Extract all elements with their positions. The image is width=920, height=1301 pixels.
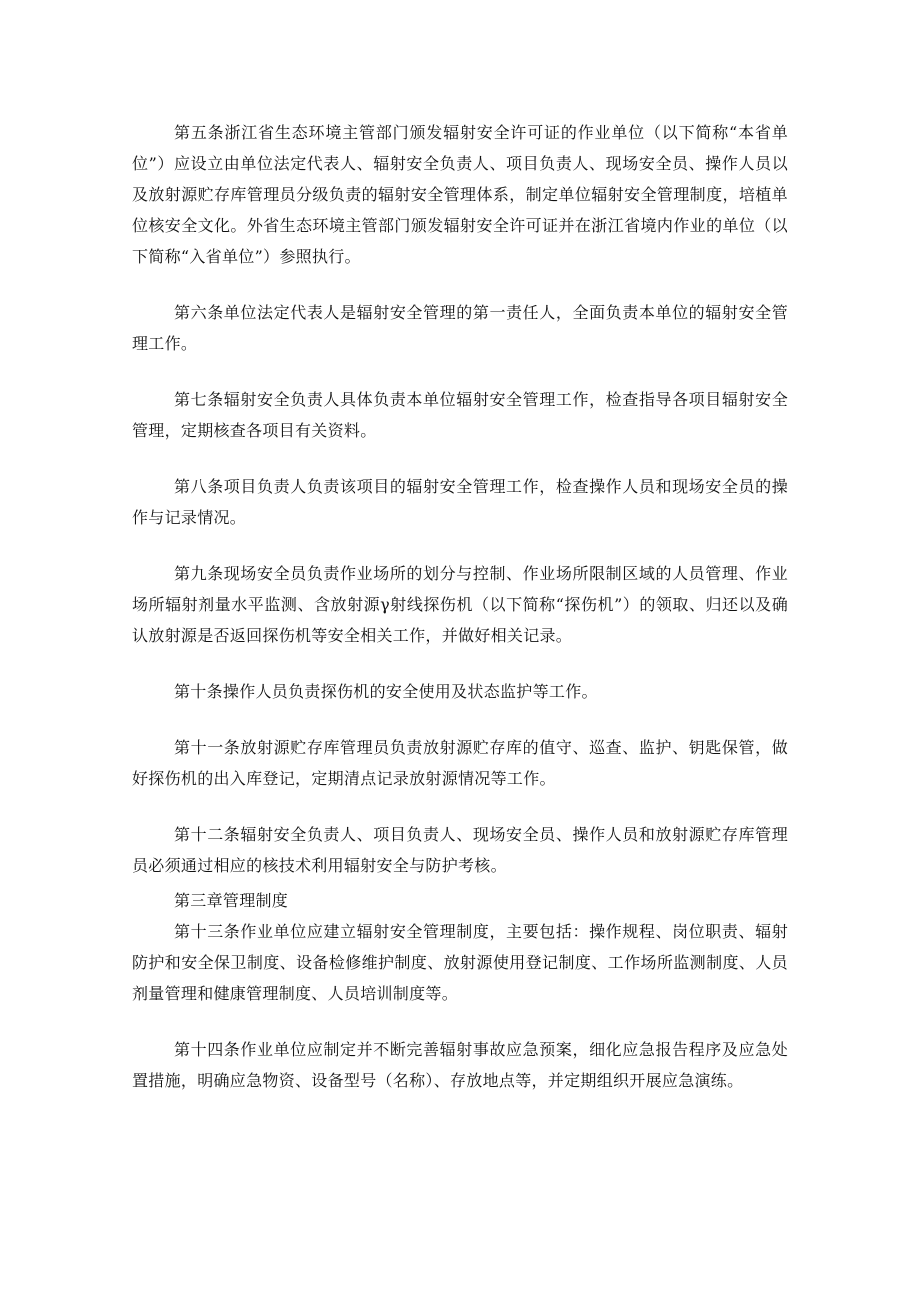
document-body xyxy=(132,117,788,1096)
chapter-3-heading: 第三章管理制度 xyxy=(174,891,289,910)
article-11: 第十一条放射源贮存库管理员负责放射源贮存库的值守、巡查、监护、钥匙保管，做好探伤机的出入库登记，定期清点记录放射源情况等工作。 xyxy=(132,738,788,788)
article-9: 第九条现场安全员负责作业场所的划分与控制、作业场所限制区域的人员管理、作业场所辐射剂量水平监测、含放射源γ射线探伤机（以下简称“探伤机”）的领取、归还以及确认放射源是否返回探伤机等安全相关工作，并做好相关记录。 xyxy=(132,564,788,645)
article-13: 第十三条作业单位应建立辐射安全管理制度，主要包括：操作规程、岗位职责、辐射防护和安全保卫制度、设备检修维护制度、放射源使用登记制度、工作场所监测制度、人员剂量管理和健康管理制度、人员培训制度等。 xyxy=(132,922,788,1003)
article-8: 第八条项目负责人负责该项目的辐射安全管理工作，检查操作人员和现场安全员的操作与记录情况。 xyxy=(132,477,788,527)
article-14: 第十四条作业单位应制定并不断完善辐射事故应急预案，细化应急报告程序及应急处置措施，明确应急物资、设备型号（名称）、存放地点等，并定期组织开展应急演练。 xyxy=(132,1040,788,1090)
article-6: 第六条单位法定代表人是辐射安全管理的第一责任人，全面负责本单位的辐射安全管理工作。 xyxy=(132,303,788,353)
article-10: 第十条操作人员负责探伤机的安全使用及状态监护等工作。 xyxy=(174,682,598,701)
article-5: 第五条浙江省生态环境主管部门颁发辐射安全许可证的作业单位（以下简称“本省单位”）应设立由单位法定代表人、辐射安全负责人、项目负责人、现场安全员、操作人员以及放射源贮存库管理员分级负责的辐射安全管理体系，制定单位辐射安全管理制度，培植单位核安全文化。外省生态环境主管部门颁发辐射安全许可证并在浙江省境内作业的单位（以下简称“入省单位”）参照执行。 xyxy=(132,123,788,266)
article-12: 第十二条辐射安全负责人、项目负责人、现场安全员、操作人员和放射源贮存库管理员必须通过相应的核技术利用辐射安全与防护考核。 xyxy=(132,825,788,875)
article-7: 第七条辐射安全负责人具体负责本单位辐射安全管理工作，检查指导各项目辐射安全管理，定期核查各项目有关资料。 xyxy=(132,390,788,440)
